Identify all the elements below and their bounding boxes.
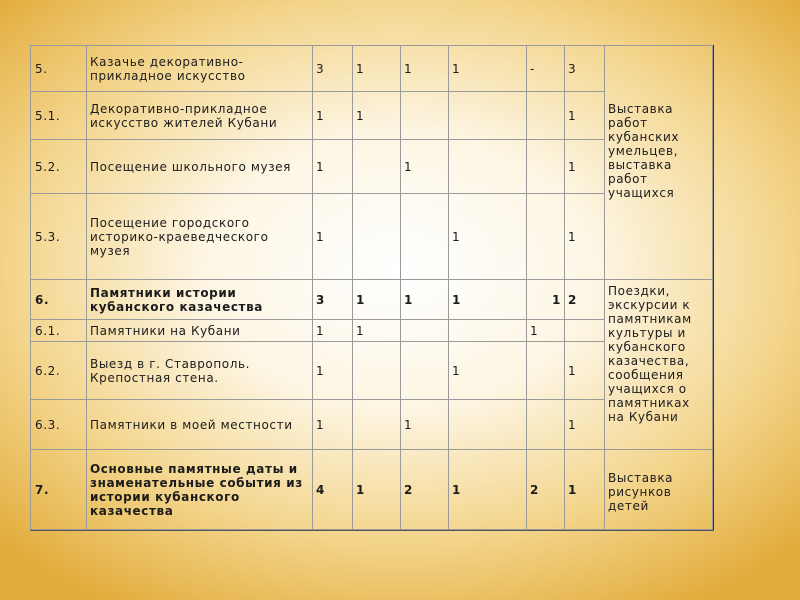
row-number: 5. — [31, 46, 87, 92]
cell-col5: - — [527, 46, 565, 92]
cell-col3: 2 — [401, 450, 449, 530]
cell-col3: 1 — [401, 400, 449, 450]
cell-col5: 2 — [527, 450, 565, 530]
note-block5: Выставка работ кубанских умельцев, выставка работ учащихся — [605, 46, 713, 280]
cell-col5 — [527, 140, 565, 194]
row-title: Посещение городского историко-краеведческого музея — [87, 194, 313, 280]
cell-col1: 1 — [313, 342, 353, 400]
cell-col3: 1 — [401, 46, 449, 92]
cell-col6: 1 — [565, 194, 605, 280]
cell-col1: 1 — [313, 400, 353, 450]
table-bottom-border — [30, 530, 714, 531]
cell-col2: 1 — [353, 92, 401, 140]
row-title: Казачье декоративно-прикладное искусство — [87, 46, 313, 92]
row-title: Основные памятные даты и знаменательные события из истории кубанского казачества — [87, 450, 313, 530]
cell-col4: 1 — [449, 194, 527, 280]
cell-col4: 1 — [449, 46, 527, 92]
plan-table-container — [30, 45, 713, 530]
cell-col5: 1 — [527, 320, 565, 342]
row-number: 5.3. — [31, 194, 87, 280]
cell-col6: 1 — [565, 92, 605, 140]
row-number: 5.1. — [31, 92, 87, 140]
cell-col5: 1 — [527, 280, 565, 320]
cell-col3: 1 — [401, 280, 449, 320]
cell-col5 — [527, 342, 565, 400]
cell-col1: 1 — [313, 92, 353, 140]
row-number: 7. — [31, 450, 87, 530]
cell-col1: 1 — [313, 194, 353, 280]
cell-col3: 1 — [401, 140, 449, 194]
row-title: Выезд в г. Ставрополь. Крепостная стена. — [87, 342, 313, 400]
cell-col6: 3 — [565, 46, 605, 92]
cell-col2 — [353, 140, 401, 194]
cell-col6: 1 — [565, 400, 605, 450]
cell-col4: 1 — [449, 280, 527, 320]
cell-col5 — [527, 194, 565, 280]
cell-col6: 1 — [565, 140, 605, 194]
plan-table — [30, 45, 713, 530]
table-row — [31, 280, 713, 320]
cell-col1: 1 — [313, 140, 353, 194]
cell-col2 — [353, 194, 401, 280]
cell-col5 — [527, 92, 565, 140]
row-title: Памятники на Кубани — [87, 320, 313, 342]
cell-col2 — [353, 400, 401, 450]
cell-col3 — [401, 342, 449, 400]
row-number: 6.2. — [31, 342, 87, 400]
cell-col5 — [527, 400, 565, 450]
row-number: 6.3. — [31, 400, 87, 450]
cell-col4 — [449, 140, 527, 194]
cell-col4 — [449, 92, 527, 140]
row-title: Памятники истории кубанского казачества — [87, 280, 313, 320]
cell-col2: 1 — [353, 320, 401, 342]
row-number: 6.1. — [31, 320, 87, 342]
row-number: 5.2. — [31, 140, 87, 194]
cell-col1: 1 — [313, 320, 353, 342]
cell-col2: 1 — [353, 46, 401, 92]
cell-col6 — [565, 320, 605, 342]
note-block7: Выставка рисунков детей — [605, 450, 713, 530]
table-right-border — [713, 45, 714, 531]
cell-col1: 3 — [313, 280, 353, 320]
row-title: Памятники в моей местности — [87, 400, 313, 450]
table-row — [31, 46, 713, 92]
table-row — [31, 450, 713, 530]
cell-col3 — [401, 194, 449, 280]
cell-col1: 3 — [313, 46, 353, 92]
cell-col3 — [401, 92, 449, 140]
row-title: Декоративно-прикладное искусство жителей Кубани — [87, 92, 313, 140]
cell-col2 — [353, 342, 401, 400]
cell-col4: 1 — [449, 450, 527, 530]
note-block6: Поездки, экскурсии к памятникам культуры и кубанского казачества, сообщения учащихся о памятниках на Кубани — [605, 280, 713, 450]
cell-col4 — [449, 400, 527, 450]
cell-col6: 1 — [565, 342, 605, 400]
cell-col6: 1 — [565, 450, 605, 530]
row-number: 6. — [31, 280, 87, 320]
cell-col1: 4 — [313, 450, 353, 530]
cell-col2: 1 — [353, 450, 401, 530]
cell-col4: 1 — [449, 342, 527, 400]
cell-col2: 1 — [353, 280, 401, 320]
cell-col4 — [449, 320, 527, 342]
row-title: Посещение школьного музея — [87, 140, 313, 194]
cell-col3 — [401, 320, 449, 342]
cell-col6: 2 — [565, 280, 605, 320]
